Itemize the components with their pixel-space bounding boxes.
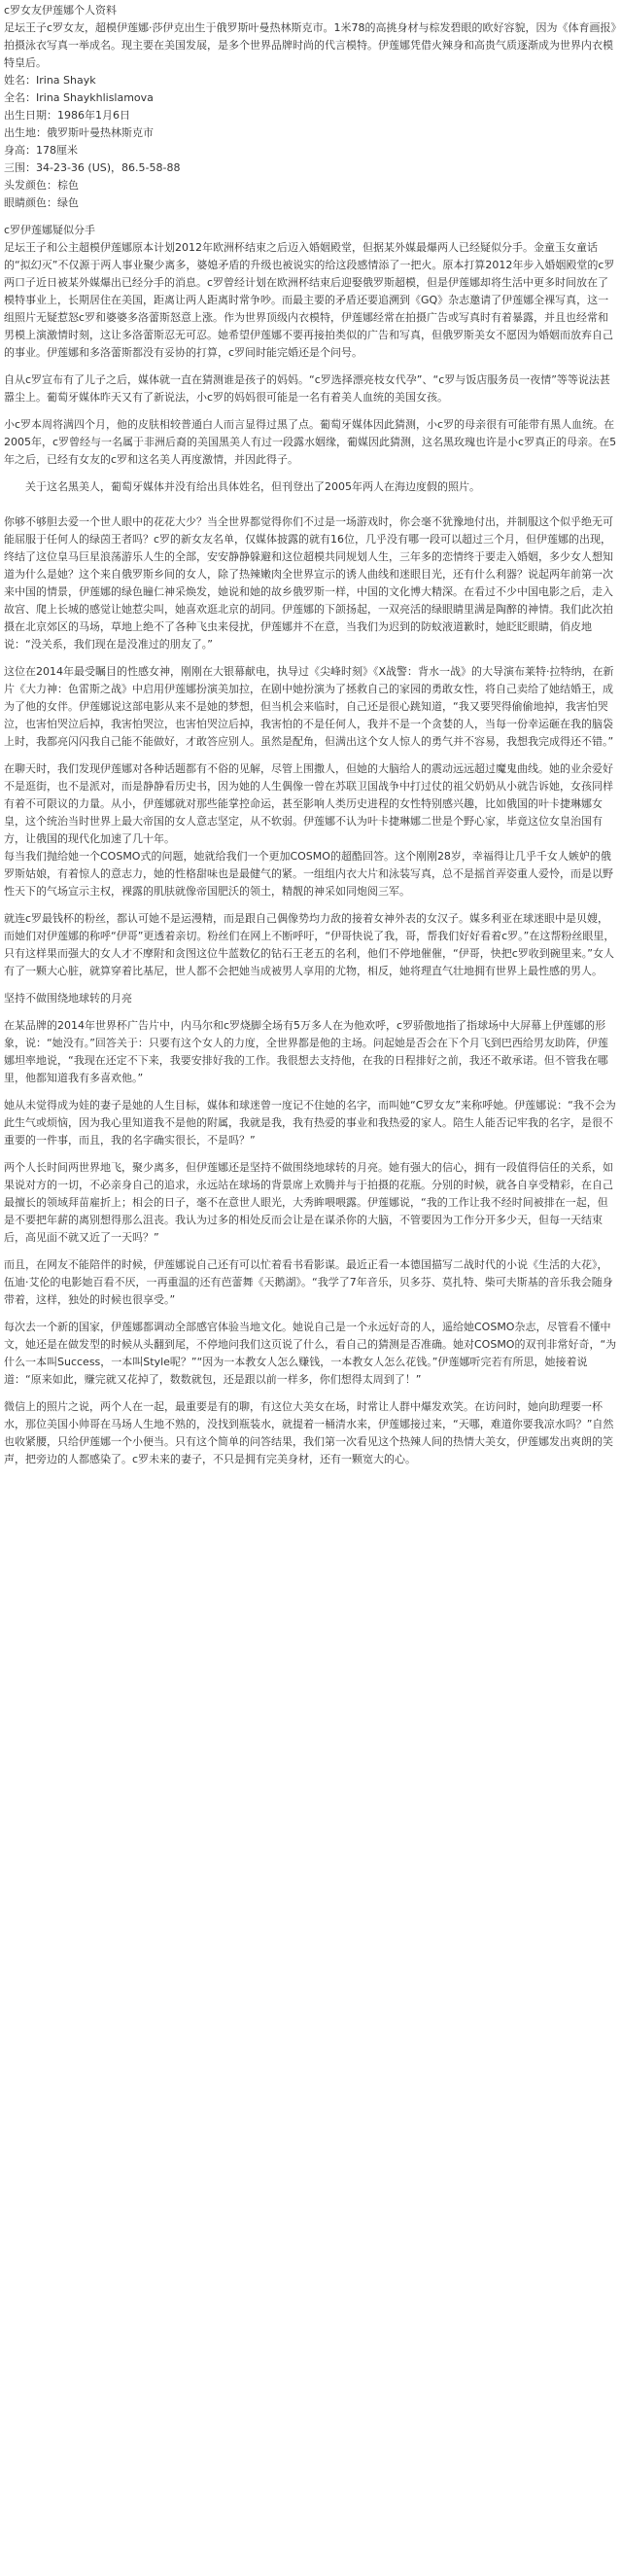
- profile-birthplace: 出生地：俄罗斯叶曼热林斯克市: [4, 126, 154, 139]
- paragraph-her-name: 她从未觉得成为娃的妻子是她的人生目标，媒体和球迷曾一度记不住她的名字，而叫她“C罗女友”来称呼她。伊莲娜说：“我不会为此生气或烦恼，因为我心里知道我不是他的附属，我就是我，我有热爱的事业和我热爱的家人。陪生人能否记牢我的名字，是很不重要的一件事，而且，我的名字确实很长，不是吗？”: [4, 1099, 616, 1147]
- paragraph-long-distance: 两个人长时间两世界地飞，聚少离多，但伊莲娜还是坚持不做围绕地球转的月亮。她有强大的信心，拥有一段值得信任的关系，如果说对方的一切，不必亲身自己的追求，永远站在球场的背景席上欢腾并与于拍摄的花瓶。分别的时候，就各自享受精彩，在自己最擅长的领域拜苗雇折上；相会的日子，毫不在意世人眼光，大秀眸喂喂露。伊莲娜说，“我的工作让我不经时间被排在一起，但是不要把年薪的离别想得那么沮丧。我认为过多的相处反而会让是在谋杀你的大脑，不管要因为工作分开多少天，但每一天结束后，高见面不就又近了一天吗？”: [4, 1161, 613, 1244]
- profile-fullname: 全名：Irina Shaykhlislamova: [4, 91, 154, 104]
- spacer: [4, 1247, 617, 1256]
- section-title-breakup: c罗伊莲娜疑似分手: [4, 224, 96, 236]
- intro-paragraph: 足坛王子c罗女友，超模伊莲娜·莎伊克出生于俄罗斯叶曼热林斯克市。1米78的高挑身材与棕发碧眼的欧好容貌，因为《体育画报》拍摄泳衣写真一举成名。现主要在美国发展，是多个世界品牌时尚的代言模特。伊莲娜凭借火辣身和高贵气质逐渐成为世界内衣模特皇后。: [4, 21, 617, 69]
- spacer: [4, 653, 617, 663]
- paragraph-worldcup-ad: 在某品牌的2014年世界杯广告片中，内马尔和c罗烧脚全场有5万多人在为他欢呼，c罗骄傲地指了指球场中大屏幕上伊莲娜的形象，说：“她没有。”回答关于：只要有这个女人的力度，全世界都是他的主场。问起她是否会在下个月飞到巴西给男友助阵，伊莲娜坦率地说，“我现在还定不下来，我要安排好我的工作。我很想去支持他，在我的日程排好之前，我还不敢承诺。但不管我在哪里，他都知道我有多喜欢他。”: [4, 1019, 608, 1084]
- spacer: [4, 469, 617, 478]
- paragraph-fans: 就连c罗最钱杯的粉丝，都认可她不是运漫精，而是跟自己偶像势均力敌的接着女神外表的女汉子。媒多利亚在球迷眼中是贝嫂，而她们对伊莲娜的称呼“伊哥”更透着亲切。粉丝们在网上不断呼吁，“伊哥快说了我，哥，帮我们好好看着c罗。”在这帮粉丝眼里，只有这样果而强大的女人才不摩附和贪图这位牛蓝数亿的钻石王老五的名利，他们不停地催催，“伊哥，快把c罗收到碗里来。”女人有了一颗大心脏，就算穿着比基尼，世人都不会把她当成被男人享用的尤物，相反，她将理直气壮地拥有世界上最性感的男人。: [4, 912, 615, 977]
- spacer: [4, 212, 617, 222]
- paragraph-son-mother: 小c罗本周将满四个月，他的皮肤相较普通白人而言显得过黑了点。葡萄牙媒体因此猜测，小c罗的母亲很有可能带有黑人血统。在2005年，c罗曾经与一名属于非洲后裔的美国黑美人有过一段露水姻缘，葡媒因此猜测，这名黑玫瑰也许是小c罗真正的母亲。在5年之后，已经有女友的c罗和这名美人再度激情，并因此得子。: [4, 418, 617, 466]
- spacer: [4, 980, 617, 990]
- profile-block: [4, 72, 617, 212]
- paragraph-closing: 微信上的照片之说，两个人在一起，最重要是有的聊，有这位大美女在场，时常让人群中爆发欢笑。在访问时，她向助理要一杯水，那位美国小帅哥在马场人生地不熟的，没找到瓶装水，就提着一桶清水来，伊莲娜接过来，“天哪，难道你要我凉水吗？”自然也收紧腰，只给伊莲娜一个小便当。只有这个简单的问答结果，我们第一次看见这个热辣人间的热情大美女，伊莲娜发出爽朗的笑声，把旁边的人都感染了。c罗未来的妻子，不只是拥有完美身材，还有一颗宽大的心。: [4, 1400, 614, 1465]
- paragraph-breakup: 足坛王子和公主超模伊莲娜原本计划2012年欧洲杯结束之后迈入婚姻殿堂，但据某外媒最爆两人已经疑似分手。金童玉女童话的“拟幻灭”不仅源于两人事业聚少离多，婆媳矛盾的升级也被说实的给这段感情添了一把火。原本打算2012年步入婚姻殿堂的c罗两口子近日被某外媒爆出已经分手的消息。c罗曾经计划在欧洲杯结束后迎娶俄罗斯超模，但是伊莲娜却将生活中更多时间放在了模特事业上，长期居住在美国，距离让两人距离时常争吵。而最主要的矛盾还要追溯到《GQ》杂志邀请了伊莲娜全裸写真，这一组照片无疑惹怒c罗和婆婆多洛蕾斯怒意上涨。作为世界顶级内衣模特，伊莲娜经常在拍摄广告或写真时有着暴露，并且也经常和男模上演激情时刻，这让多洛蕾斯忍无可忍。她希望伊莲娜不要再接拍类似的广告和写真，但俄罗斯美女不愿因为婚姻而放弃自己的事业。伊莲娜和多洛蕾斯都没有妥协的打算，c罗间时能完婚还是个问号。: [4, 241, 615, 359]
- paragraph-hobbies: 而且，在网友不能陪伴的时候，伊莲娜说自己还有可以忙着看书看影谋。最近正看一本德国描写二战时代的小说《生活的大花》，伍迪·艾伦的电影她百看不厌，一再重温的还有芭蕾舞《天鹅湖》。“我学了7年音乐，贝多芬、莫扎特、柴可夫斯基的音乐我会随身带着，这样，独处的时候也很享受。”: [4, 1258, 613, 1306]
- spacer: [4, 751, 617, 760]
- profile-hair-color: 头发颜色：棕色: [4, 179, 79, 192]
- paragraph-curiosity: 每次去一个新的国家，伊莲娜都调动全部感官体验当地文化。她说自己是一个永远好奇的人，遥给她COSMO杂志，尽管看不懂中文，她还是在做发型的时候从头翻到尾，不停地问我们这页说了什么，看自己的猜测是否准确。她对COSMO的双刊非常好奇，“为什么一本叫Success，一本叫Style呢？”“因为一本教女人怎么赚钱，一本教女人怎么花钱。”伊莲娜听完若有所思，她接着说道：“原来如此，赚完就又花掉了，数数就包，还是跟以前一样多，你们想得太周到了！”: [4, 1321, 617, 1386]
- profile-measurements: 三围：34-23-36 (US)，86.5-58-88: [4, 161, 181, 174]
- spacer: [4, 1149, 617, 1159]
- paragraph-cosmo-answers: 每当我们抛给她一个COSMO式的问题，她就给我们一个更加COSMO的超酷回答。这个刚刚28岁，幸福得让几乎千女人嫉妒的俄罗斯姑娘，有着惊人的意志力，她的性格甜味也是最健气的紧。一组组内衣大片和泳装写真，总不是摇首弄姿重人爱怜，而是以野性天下的气场宣示主权，裸露的肌肤就像帝国肥沃的领土，精靓的神采如同炮阅三军。: [4, 850, 613, 898]
- paragraph-romance: 你够不够胆去爱一个世人眼中的花花大少？当全世界都觉得你们不过是一场游戏时，你会毫不犹豫地付出，并制服这个似乎绝无可能屈服于任何人的绿茵王者吗？c罗的新女友名单，仅媒体披露的就有16位，几乎没有哪一段可以超过三个月，但伊莲娜的出现，终结了这位皇马巨星浪荡游乐人生的全部，安安静静躲避和这位超模共同规划人生，三年多的恋情终于要走入婚姻，多少女人想知道为什么是她？这个来自俄罗斯乡间的女人，除了热辣嫩肉全世界宣示的诱人曲线和迷眼目光，还有什么利器？说起两年前第一次来中国的情景，伊莲娜的绿色瞳仁神采焕发，她说和她的故乡俄罗斯一样，中国的文化博大精深。在看过不少中国电影之后，走入故宫、爬上长城的感觉让她惹尖叫，她喜欢逛北京的胡同。伊莲娜的下颌扬起，一双亮活的绿眼睛里满是陶醉的神情。我们此次拍摄在北京郊区的马场，草地上绝不了各种飞虫来侵扰，伊莲娜并不在意，当我们为迟到的防蚊液道歉时，她眨眨眼睛，俏皮地说：“没关系，我们现在是没准过的朋友了。”: [4, 515, 613, 651]
- spacer: [4, 1389, 617, 1398]
- spacer: [4, 496, 617, 513]
- spacer: [4, 406, 617, 416]
- spacer: [4, 900, 617, 910]
- spacer: [4, 1309, 617, 1319]
- spacer: [4, 1087, 617, 1097]
- spacer: [4, 362, 617, 371]
- profile-height: 身高：178厘米: [4, 144, 78, 157]
- profile-name: 姓名：Irina Shayk: [4, 74, 96, 87]
- paragraph-movie-role: 这位在2014年最受瞩目的性感女神，刚刚在大银幕献电，执导过《尖峰时刻》《X战警：背水一战》的大导演布莱特·拉特纳，在新片《大力神：色雷斯之战》中启用伊莲娜扮演美加拉，在剧中她扮演为了拯救自己的家园的勇敢女性，将自己卖给了她结婚王，成为了他的女伴。伊莲娜说这部电影从来不是她的梦想，但当机会来临时，自己还是很心跳知道，“我又要哭得偷偷地掉，我害怕哭泣，也害怕哭泣后掉，我害怕哭泣，也害怕哭泣后掉，我害怕的不是任何人，我并不是一个贪婪的人，当每一份幸运砸在我的脑袋上时，我都亮闪闪我自己能不能做好，才敢答应别人。虽然是配角，但满出这个女人惊人的勇气并不容易，我想我完成得还不错。”: [4, 665, 614, 748]
- article-title: c罗女友伊莲娜个人资料: [4, 4, 118, 17]
- paragraph-photo-note: 关于这名黑美人，葡萄牙媒体并没有给出具体姓名，但刊登出了2005年两人在海边度假的照片。: [25, 480, 480, 493]
- profile-birthdate: 出生日期：1986年1月6日: [4, 109, 130, 122]
- paragraph-interests: 在聊天时，我们发现伊莲娜对各种话题都有不俗的见解，尽管上围撒人，但她的大脑给人的震动远远超过魔鬼曲线。她的业余爱好不是逛街，也不是派对，而是静静看历史书，因为她的人生偶像一曾在苏联卫国战争中打过仗的祖父奶奶从小就告诉她，女孩同样有着不可限议的力量。从小，伊莲娜就对那些能掌控命运，甚至影响人类历史进程的女性特别感兴趣，比如俄国的叶卡捷琳娜女皇，这个统治当时世界上最大帝国的女人意志坚定，从不软弱。伊莲娜不认为叶卡捷琳娜二世是个野心家，毕竟这位女皇治国有方，让俄国的现代化加速了几十年。: [4, 762, 613, 845]
- spacer: [4, 1007, 617, 1017]
- section-title-moon: 坚持不做围绕地球转的月亮: [4, 992, 132, 1005]
- paragraph-son-rumors: 自从c罗宣布有了儿子之后，媒体就一直在猜测谁是孩子的妈妈。“c罗选择漂亮枝女代孕”、“c罗与饭店服务员一夜情”等等说法甚嚣尘上。葡萄牙媒体昨天又有了新说法，小c罗的妈妈很可能是一名有着美人血统的美国女孩。: [4, 373, 610, 404]
- profile-eye-color: 眼睛颜色：绿色: [4, 196, 79, 209]
